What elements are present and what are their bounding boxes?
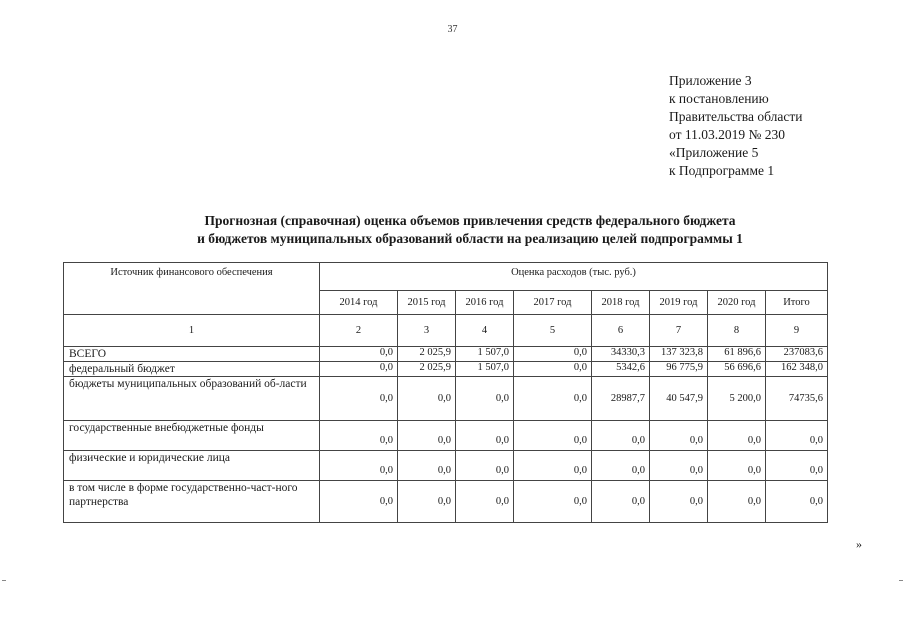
column-number: 3 <box>398 315 456 347</box>
value-cell: 0,0 <box>708 421 766 451</box>
value-cell: 0,0 <box>398 451 456 481</box>
page-number: 37 <box>447 24 458 35</box>
year-column-header: 2018 год <box>592 291 650 315</box>
table-row-federal <box>64 362 828 377</box>
value-cell: 0,0 <box>456 481 514 523</box>
value-cell: 34330,3 <box>592 347 650 362</box>
value-cell: 0,0 <box>320 362 398 377</box>
appendix-line: к Подпрограмме 1 <box>669 163 775 178</box>
table-row-municipal <box>64 377 828 421</box>
total-column-header: Итого <box>766 291 828 315</box>
value-cell: 0,0 <box>398 377 456 421</box>
financing-table <box>63 262 828 523</box>
total-cell: 0,0 <box>766 481 828 523</box>
value-cell: 5 200,0 <box>708 377 766 421</box>
column-number: 6 <box>592 315 650 347</box>
scan-margin-mark <box>899 580 903 581</box>
column-number: 9 <box>766 315 828 347</box>
value-cell: 96 775,9 <box>650 362 708 377</box>
scan-margin-mark <box>2 580 6 581</box>
value-cell: 0,0 <box>456 377 514 421</box>
column-number: 2 <box>320 315 398 347</box>
appendix-line: «Приложение 5 <box>669 145 759 160</box>
title-line: Прогнозная (справочная) оценка объемов привлечения средств федерального бюджета <box>204 213 736 228</box>
value-cell: 0,0 <box>514 377 592 421</box>
appendix-line: от 11.03.2019 № 230 <box>669 127 785 142</box>
source-column-header: Источник финансового обеспечения <box>64 263 320 315</box>
column-number: 4 <box>456 315 514 347</box>
value-cell: 0,0 <box>514 451 592 481</box>
closing-quote: » <box>856 537 862 551</box>
year-column-header: 2014 год <box>320 291 398 315</box>
value-cell: 0,0 <box>592 421 650 451</box>
expense-group-header: Оценка расходов (тыс. руб.) <box>320 263 828 291</box>
total-cell: 237083,6 <box>766 347 828 362</box>
total-cell: 0,0 <box>766 421 828 451</box>
value-cell: 0,0 <box>398 421 456 451</box>
appendix-block <box>669 72 802 180</box>
value-cell: 0,0 <box>708 451 766 481</box>
value-cell: 0,0 <box>320 377 398 421</box>
value-cell: 0,0 <box>514 347 592 362</box>
value-cell: 0,0 <box>650 451 708 481</box>
value-cell: 61 896,6 <box>708 347 766 362</box>
total-cell: 74735,6 <box>766 377 828 421</box>
value-cell: 0,0 <box>514 481 592 523</box>
total-cell: 162 348,0 <box>766 362 828 377</box>
table-row-total <box>64 347 828 362</box>
value-cell: 0,0 <box>320 481 398 523</box>
title-line: и бюджетов муниципальных образований области на реализацию целей подпрограммы 1 <box>197 231 743 246</box>
year-column-header: 2019 год <box>650 291 708 315</box>
appendix-line: Приложение 3 <box>669 73 752 88</box>
column-number: 5 <box>514 315 592 347</box>
appendix-line: Правительства области <box>669 109 803 124</box>
value-cell: 2 025,9 <box>398 362 456 377</box>
value-cell: 0,0 <box>650 481 708 523</box>
value-cell: 0,0 <box>514 362 592 377</box>
value-cell: 5342,6 <box>592 362 650 377</box>
value-cell: 40 547,9 <box>650 377 708 421</box>
column-number: 1 <box>64 315 320 347</box>
value-cell: 56 696,6 <box>708 362 766 377</box>
column-number: 7 <box>650 315 708 347</box>
source-label: федеральный бюджет <box>64 362 320 377</box>
value-cell: 0,0 <box>592 451 650 481</box>
source-label: в том числе в форме государственно-част-ного партнерства <box>64 481 320 523</box>
source-label: ВСЕГО <box>64 347 320 362</box>
year-column-header: 2017 год <box>514 291 592 315</box>
value-cell: 1 507,0 <box>456 362 514 377</box>
table-row-ppp <box>64 481 828 523</box>
source-label: бюджеты муниципальных образований об-ласти <box>64 377 320 421</box>
value-cell: 0,0 <box>592 481 650 523</box>
value-cell: 2 025,9 <box>398 347 456 362</box>
column-number: 8 <box>708 315 766 347</box>
value-cell: 28987,7 <box>592 377 650 421</box>
value-cell: 0,0 <box>320 347 398 362</box>
year-column-header: 2015 год <box>398 291 456 315</box>
year-column-header: 2020 год <box>708 291 766 315</box>
value-cell: 137 323,8 <box>650 347 708 362</box>
table-row-extrabudgetary <box>64 421 828 451</box>
appendix-line: к постановлению <box>669 91 769 106</box>
value-cell: 0,0 <box>320 451 398 481</box>
value-cell: 1 507,0 <box>456 347 514 362</box>
document-title <box>100 212 840 248</box>
source-label: государственные внебюджетные фонды <box>64 421 320 451</box>
total-cell: 0,0 <box>766 451 828 481</box>
value-cell: 0,0 <box>320 421 398 451</box>
value-cell: 0,0 <box>514 421 592 451</box>
value-cell: 0,0 <box>398 481 456 523</box>
financing-table-container <box>63 262 828 523</box>
table-row-individuals <box>64 451 828 481</box>
value-cell: 0,0 <box>650 421 708 451</box>
value-cell: 0,0 <box>456 421 514 451</box>
year-column-header: 2016 год <box>456 291 514 315</box>
source-label: физические и юридические лица <box>64 451 320 481</box>
value-cell: 0,0 <box>456 451 514 481</box>
value-cell: 0,0 <box>708 481 766 523</box>
